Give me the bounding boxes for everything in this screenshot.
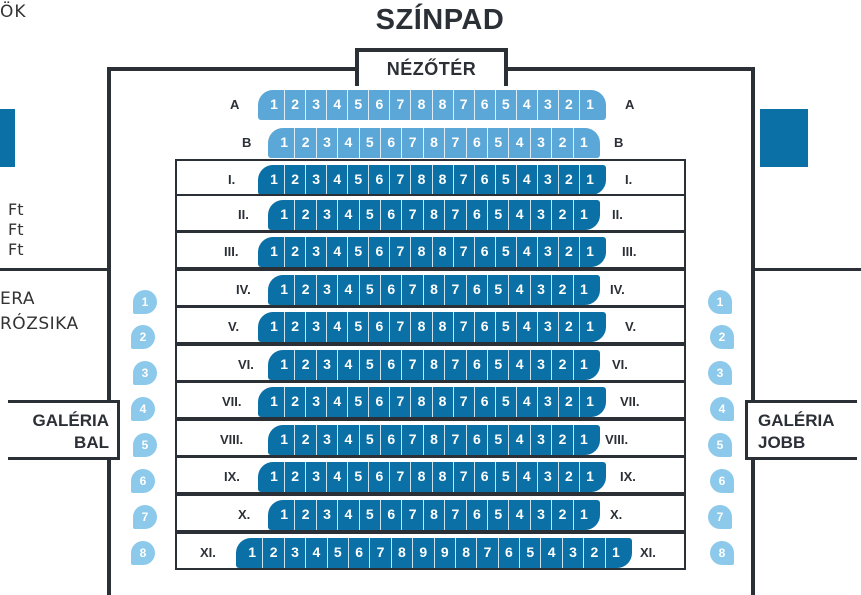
gallery-seat-left[interactable]: 5 (133, 433, 157, 457)
seat[interactable]: 6 (474, 90, 495, 120)
left-accent-bar (0, 109, 15, 167)
seat[interactable]: 6 (474, 387, 495, 417)
seat[interactable]: 7 (401, 200, 422, 230)
row-label-left: IV. (236, 282, 251, 297)
seat[interactable]: 8 (410, 312, 431, 342)
seat[interactable]: 5 (495, 90, 516, 120)
seat[interactable]: 3 (305, 237, 326, 267)
seat[interactable]: 5 (347, 237, 368, 267)
seat[interactable]: 3 (530, 350, 551, 380)
seat[interactable]: 4 (508, 350, 529, 380)
seat[interactable]: 1 (573, 425, 594, 455)
seat[interactable]: 2 (551, 275, 572, 305)
price-currency: Ft (8, 200, 24, 219)
seat[interactable]: 3 (284, 538, 305, 568)
gallery-seat-left[interactable]: 3 (133, 361, 157, 385)
seat[interactable]: 3 (537, 462, 558, 492)
seat[interactable]: 1 (280, 431, 289, 447)
seat[interactable]: 4 (305, 538, 326, 568)
seat[interactable]: 5 (347, 462, 368, 492)
seat[interactable]: 6 (380, 350, 401, 380)
seat[interactable]: 5 (359, 350, 380, 380)
stage-title: SZÍNPAD (375, 4, 505, 36)
auditorium-title: NÉZŐTÉR (355, 48, 508, 86)
seat[interactable]: 3 (537, 90, 558, 120)
seat[interactable]: 5 (495, 165, 516, 195)
cast-name-fragment: ERA (0, 289, 35, 309)
seat[interactable]: 1 (270, 171, 278, 187)
seat[interactable]: 6 (466, 275, 487, 305)
seat[interactable]: 1 (579, 312, 600, 342)
gallery-seat-right[interactable]: 3 (708, 361, 732, 385)
seat[interactable]: 3 (530, 425, 551, 455)
seat[interactable]: 3 (316, 425, 337, 455)
seat-strip (258, 462, 606, 492)
row-label-right: B (614, 135, 624, 150)
seat-strip (258, 387, 606, 417)
seat[interactable]: 1 (579, 387, 600, 417)
seat[interactable]: 2 (294, 350, 315, 380)
seat[interactable]: 7 (401, 275, 422, 305)
seat[interactable]: 5 (359, 500, 380, 530)
gallery-seat-left[interactable]: 7 (133, 505, 157, 529)
row-label-left: VI. (238, 357, 254, 372)
gallery-left-label (8, 400, 120, 460)
seat[interactable]: 3 (537, 312, 558, 342)
seat[interactable]: 7 (389, 312, 410, 342)
seat[interactable]: 4 (516, 312, 537, 342)
seat[interactable]: 4 (508, 425, 529, 455)
seat[interactable]: 6 (368, 387, 389, 417)
seat[interactable]: 5 (487, 500, 508, 530)
seat[interactable]: 1 (270, 468, 278, 484)
seat[interactable]: 7 (453, 462, 474, 492)
seat[interactable]: 5 (327, 538, 348, 568)
seat[interactable]: 2 (558, 90, 579, 120)
row-label-left: VII. (222, 394, 242, 409)
seat[interactable]: 1 (605, 538, 626, 568)
seat[interactable]: 8 (432, 462, 453, 492)
row-label-right: X. (610, 507, 623, 522)
seat-strip (236, 538, 632, 568)
seat[interactable]: 8 (423, 350, 444, 380)
seat[interactable]: 5 (347, 90, 368, 120)
gallery-seat-left[interactable]: 4 (131, 397, 155, 421)
seat[interactable]: 2 (294, 128, 315, 158)
seat[interactable]: 3 (305, 462, 326, 492)
row-label-left: B (242, 135, 252, 150)
seat[interactable]: 8 (423, 128, 444, 158)
seat[interactable]: 7 (453, 237, 474, 267)
seat[interactable]: 2 (558, 237, 579, 267)
row-label-left: VIII. (220, 432, 244, 447)
seat[interactable]: 4 (326, 237, 347, 267)
seat[interactable]: 4 (516, 90, 537, 120)
seat[interactable]: 2 (284, 462, 305, 492)
row-label-right: VII. (620, 394, 640, 409)
row-label-right: A (625, 97, 635, 112)
seat[interactable]: 3 (537, 237, 558, 267)
seat[interactable]: 3 (316, 500, 337, 530)
row-label-left: II. (238, 207, 249, 222)
seat[interactable]: 1 (579, 237, 600, 267)
gallery-seat-right[interactable]: 4 (710, 397, 734, 421)
seat[interactable]: 7 (389, 387, 410, 417)
row-label-right: VIII. (605, 432, 629, 447)
row-label-right: I. (625, 172, 633, 187)
seat[interactable]: 8 (410, 237, 431, 267)
seat[interactable]: 1 (579, 462, 600, 492)
seat-strip (268, 275, 600, 305)
row-label-right: IV. (610, 282, 625, 297)
seat[interactable]: 2 (551, 500, 572, 530)
seat[interactable]: 4 (326, 165, 347, 195)
seat[interactable]: 7 (453, 165, 474, 195)
seat[interactable]: 1 (579, 90, 600, 120)
seat[interactable]: 7 (389, 462, 410, 492)
seat[interactable]: 1 (573, 200, 594, 230)
seat[interactable]: 2 (262, 538, 283, 568)
seat[interactable]: 6 (466, 350, 487, 380)
seat[interactable]: 6 (466, 200, 487, 230)
seat[interactable]: 3 (305, 387, 326, 417)
seat-strip (268, 425, 600, 455)
seat[interactable]: 6 (368, 90, 389, 120)
seat[interactable]: 1 (280, 356, 289, 372)
seat[interactable]: 8 (423, 200, 444, 230)
seat[interactable]: 8 (410, 165, 431, 195)
seat[interactable]: 1 (270, 318, 278, 334)
gallery-seat-right[interactable]: 2 (710, 325, 734, 349)
row-label-right: IX. (620, 469, 636, 484)
seat-strip (258, 90, 606, 120)
seat[interactable]: 3 (316, 128, 337, 158)
seat[interactable]: 6 (466, 425, 487, 455)
seat[interactable]: 7 (444, 500, 465, 530)
seat[interactable]: 2 (583, 538, 604, 568)
price-currency: Ft (8, 220, 24, 239)
seat[interactable]: 5 (359, 425, 380, 455)
seat[interactable]: 8 (410, 90, 431, 120)
seat[interactable]: 5 (487, 275, 508, 305)
row-label-left: III. (224, 244, 239, 259)
gallery-seat-right[interactable]: 6 (710, 469, 734, 493)
seat[interactable]: 4 (326, 90, 347, 120)
seat[interactable]: 8 (432, 387, 453, 417)
gallery-left-line1: GALÉRIA (32, 411, 109, 430)
seat[interactable]: 3 (316, 200, 337, 230)
seat[interactable]: 7 (444, 200, 465, 230)
seat[interactable]: 5 (495, 462, 516, 492)
seat[interactable]: 9 (412, 538, 433, 568)
seat[interactable]: 3 (316, 275, 337, 305)
seat[interactable]: 7 (401, 500, 422, 530)
row-label-left: X. (238, 507, 251, 522)
seat[interactable]: 8 (423, 275, 444, 305)
gallery-seat-left[interactable]: 1 (133, 290, 157, 314)
seat[interactable]: 4 (326, 462, 347, 492)
seat[interactable]: 7 (401, 425, 422, 455)
seat[interactable]: 3 (530, 128, 551, 158)
seat[interactable]: 5 (487, 200, 508, 230)
seat[interactable]: 5 (359, 275, 380, 305)
row-label-right: VI. (612, 357, 628, 372)
seat[interactable]: 4 (516, 165, 537, 195)
gallery-seat-right[interactable]: 7 (708, 505, 732, 529)
cast-name-fragment: RÓZSIKA (0, 314, 79, 334)
seat[interactable]: 4 (516, 462, 537, 492)
seat[interactable]: 3 (305, 90, 326, 120)
seat[interactable]: 5 (487, 350, 508, 380)
seat-strip (268, 500, 600, 530)
seat[interactable]: 8 (432, 312, 453, 342)
seat[interactable]: 1 (270, 393, 278, 409)
seat[interactable]: 8 (423, 425, 444, 455)
right-accent-bar (760, 109, 808, 167)
seat[interactable]: 7 (453, 90, 474, 120)
seat[interactable]: 8 (410, 462, 431, 492)
seat[interactable]: 6 (380, 275, 401, 305)
seat[interactable]: 8 (432, 165, 453, 195)
seat[interactable]: 5 (495, 387, 516, 417)
seat[interactable]: 6 (466, 128, 487, 158)
seat[interactable]: 7 (389, 90, 410, 120)
row-label-right: III. (622, 244, 637, 259)
seat[interactable]: 5 (347, 312, 368, 342)
seat[interactable]: 4 (337, 500, 358, 530)
seat[interactable]: 1 (573, 128, 594, 158)
seat[interactable]: 2 (284, 387, 305, 417)
seat[interactable]: 7 (369, 538, 390, 568)
gallery-left-line2: BAL (74, 433, 109, 452)
seat[interactable]: 1 (270, 96, 278, 112)
seat[interactable]: 7 (389, 237, 410, 267)
seat[interactable]: 2 (551, 350, 572, 380)
row-label-left: A (230, 97, 240, 112)
price-currency: Ft (8, 240, 24, 259)
price-list-fragment (8, 200, 23, 260)
seat[interactable]: 4 (516, 237, 537, 267)
seat[interactable]: 6 (348, 538, 369, 568)
gallery-seat-left[interactable]: 8 (131, 541, 155, 565)
seat[interactable]: 6 (466, 500, 487, 530)
seat[interactable]: 4 (516, 387, 537, 417)
seat[interactable]: 2 (551, 200, 572, 230)
seat[interactable]: 2 (294, 425, 315, 455)
seat[interactable]: 3 (530, 275, 551, 305)
row-label-left: XI. (200, 545, 216, 560)
seat[interactable]: 6 (474, 462, 495, 492)
seat[interactable]: 8 (432, 90, 453, 120)
gallery-right-line2: JOBB (758, 433, 806, 452)
seat[interactable]: 5 (359, 128, 380, 158)
seat[interactable]: 2 (558, 165, 579, 195)
seat[interactable]: 4 (508, 275, 529, 305)
seat[interactable]: 7 (401, 128, 422, 158)
row-label-right: XI. (640, 545, 656, 560)
seat[interactable]: 8 (423, 500, 444, 530)
seat[interactable]: 7 (453, 387, 474, 417)
seat[interactable]: 3 (562, 538, 583, 568)
seat[interactable]: 4 (337, 200, 358, 230)
seat[interactable]: 5 (359, 200, 380, 230)
seat[interactable]: 6 (368, 462, 389, 492)
seat-strip (258, 237, 606, 267)
seat[interactable]: 2 (294, 275, 315, 305)
gallery-right-line1: GALÉRIA (758, 411, 835, 430)
seat[interactable]: 7 (444, 350, 465, 380)
gallery-right-label (745, 400, 857, 460)
seat[interactable]: 3 (316, 350, 337, 380)
seat[interactable]: 6 (380, 425, 401, 455)
seat[interactable]: 7 (444, 425, 465, 455)
seat[interactable]: 6 (368, 312, 389, 342)
row-label-right: II. (612, 207, 623, 222)
seat[interactable]: 4 (508, 200, 529, 230)
seat[interactable]: 3 (530, 500, 551, 530)
seat[interactable]: 2 (294, 200, 315, 230)
seat[interactable]: 1 (248, 544, 257, 560)
seat[interactable]: 5 (347, 387, 368, 417)
seat[interactable]: 1 (573, 275, 594, 305)
row-label-left: IX. (224, 469, 240, 484)
seat[interactable]: 2 (294, 500, 315, 530)
seat[interactable]: 2 (284, 312, 305, 342)
seat[interactable]: 7 (444, 128, 465, 158)
seat[interactable]: 4 (337, 275, 358, 305)
seat[interactable]: 9 (434, 538, 455, 568)
row-label-left: I. (228, 172, 236, 187)
seat[interactable]: 2 (284, 90, 305, 120)
seat[interactable]: 2 (551, 425, 572, 455)
seat[interactable]: 3 (530, 200, 551, 230)
cast-list-fragment (0, 287, 79, 337)
seat[interactable]: 2 (558, 462, 579, 492)
seat[interactable]: 1 (270, 243, 278, 259)
seat[interactable]: 3 (305, 312, 326, 342)
seat[interactable]: 6 (474, 312, 495, 342)
seat[interactable]: 4 (337, 425, 358, 455)
seat[interactable]: 4 (337, 128, 358, 158)
seat[interactable]: 1 (280, 281, 289, 297)
seat-strip (258, 312, 606, 342)
cropped-heading-fragment: ÖK (0, 2, 27, 22)
seat[interactable]: 1 (579, 165, 600, 195)
gallery-seat-right[interactable]: 5 (708, 433, 732, 457)
seat[interactable]: 1 (573, 500, 594, 530)
seat[interactable]: 3 (537, 387, 558, 417)
seat[interactable]: 5 (487, 425, 508, 455)
gallery-seat-right[interactable]: 1 (708, 290, 732, 314)
seat[interactable]: 4 (508, 500, 529, 530)
seat[interactable]: 6 (380, 500, 401, 530)
seat[interactable]: 7 (444, 275, 465, 305)
seat[interactable]: 5 (519, 538, 540, 568)
seat[interactable]: 6 (498, 538, 519, 568)
seat[interactable]: 4 (540, 538, 561, 568)
gallery-seat-right[interactable]: 8 (710, 541, 734, 565)
gallery-seat-left[interactable]: 2 (131, 325, 155, 349)
seat-strip (258, 165, 606, 195)
seat[interactable]: 7 (401, 350, 422, 380)
seat[interactable]: 7 (453, 312, 474, 342)
seat[interactable]: 5 (495, 312, 516, 342)
seat[interactable]: 6 (474, 165, 495, 195)
seat[interactable]: 4 (337, 350, 358, 380)
seat-strip (268, 200, 600, 230)
seat[interactable]: 8 (410, 387, 431, 417)
seat[interactable]: 3 (537, 165, 558, 195)
seat[interactable]: 1 (280, 134, 289, 150)
seat[interactable]: 6 (368, 237, 389, 267)
seat[interactable]: 8 (432, 237, 453, 267)
seat[interactable]: 7 (389, 165, 410, 195)
seat[interactable]: 6 (474, 237, 495, 267)
seat[interactable]: 4 (326, 387, 347, 417)
seat[interactable]: 2 (284, 165, 305, 195)
seat[interactable]: 8 (455, 538, 476, 568)
row-label-right: V. (625, 319, 637, 334)
seat[interactable]: 7 (476, 538, 497, 568)
seat-strip (268, 128, 600, 158)
seat[interactable]: 1 (280, 206, 289, 222)
row-label-left: V. (228, 319, 240, 334)
seat[interactable]: 2 (551, 128, 572, 158)
seat[interactable]: 1 (280, 506, 289, 522)
seat[interactable]: 5 (495, 237, 516, 267)
seat[interactable]: 6 (380, 200, 401, 230)
seat[interactable]: 5 (487, 128, 508, 158)
seat[interactable]: 2 (558, 387, 579, 417)
seat[interactable]: 3 (305, 165, 326, 195)
seat[interactable]: 2 (558, 312, 579, 342)
seat-strip (268, 350, 600, 380)
gallery-seat-left[interactable]: 6 (131, 469, 155, 493)
seat[interactable]: 4 (508, 128, 529, 158)
seat[interactable]: 1 (573, 350, 594, 380)
seat[interactable]: 5 (347, 165, 368, 195)
seat[interactable]: 6 (368, 165, 389, 195)
seat[interactable]: 2 (284, 237, 305, 267)
seat[interactable]: 4 (326, 312, 347, 342)
seat[interactable]: 8 (391, 538, 412, 568)
seat[interactable]: 6 (380, 128, 401, 158)
